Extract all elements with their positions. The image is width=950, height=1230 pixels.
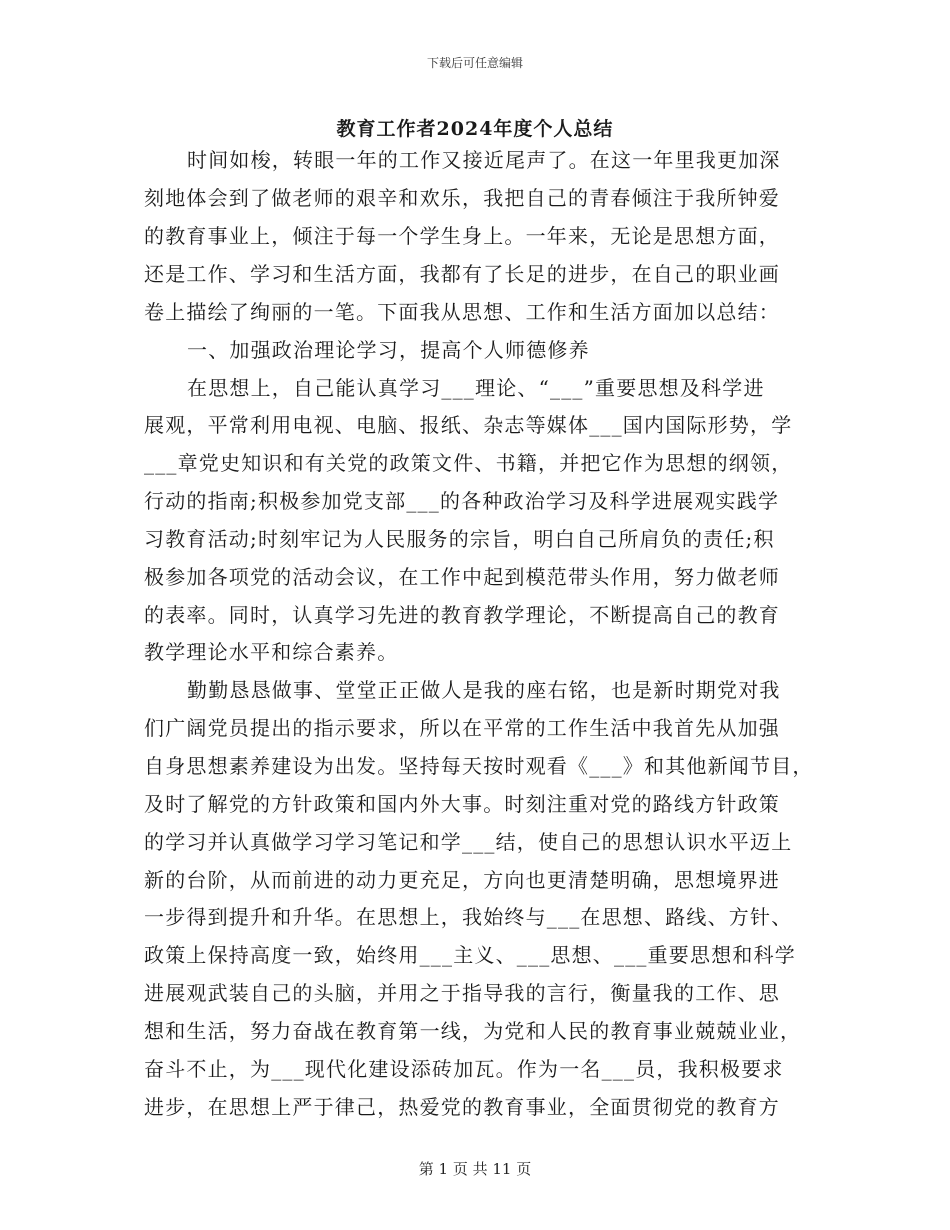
body-line: 在思想上，自己能认真学习___理论、“___”重要思想及科学进 [187, 376, 765, 400]
body-line: 的学习并认真做学习学习笔记和学___结，使自己的思想认识水平迈上 [144, 830, 793, 854]
body-line: 进步，在思想上严于律己，热爱党的教育事业，全面贯彻党的教育方 [144, 1095, 780, 1119]
body-line: 展观，平常利用电视、电脑、报纸、杂志等媒体___国内国际形势，学 [144, 413, 793, 437]
body-line: ___章党史知识和有关党的政策文件、书籍，并把它作为思想的纲领， [144, 451, 793, 475]
body-line: 们广阔党员提出的指示要求，所以在平常的工作生活中我首先从加强 [144, 716, 780, 740]
body-line: 奋斗不止，为___现代化建设添砖加瓦。作为一名___员，我积极要求 [144, 1057, 784, 1081]
body-line: 行动的指南;积极参加党支部___的各种政治学习及科学进展观实践学 [144, 489, 780, 513]
section-heading: 一、加强政治理论学习，提高个人师德修养 [187, 338, 590, 362]
body-line: 时间如梭，转眼一年的工作又接近尾声了。在这一年里我更加深 [187, 148, 781, 172]
body-line: 新的台阶，从而前进的动力更充足，方向也更清楚明确，思想境界进 [144, 868, 780, 892]
header-note: 下载后可任意编辑 [426, 56, 523, 70]
body-line: 自身思想素养建设为出发。坚持每天按时观看《___》和其他新闻节目， [144, 754, 814, 778]
body-line: 刻地体会到了做老师的艰辛和欢乐，我把自己的青春倾注于我所钟爱 [144, 186, 780, 210]
body-line: 勤勤恳恳做事、堂堂正正做人是我的座右铭，也是新时期党对我 [187, 678, 781, 702]
body-line: 进展观武装自己的头脑，并用之于指导我的言行，衡量我的工作、思 [144, 981, 780, 1005]
body-line: 卷上描绘了绚丽的一笔。下面我从思想、工作和生活方面加以总结： [144, 300, 780, 324]
document-title: 教育工作者2024年度个人总结 [336, 118, 614, 140]
body-line: 教学理论水平和综合素养。 [144, 640, 399, 664]
body-line: 习教育活动;时刻牢记为人民服务的宗旨，明白自己所肩负的责任;积 [144, 527, 775, 551]
body-line: 一步得到提升和升华。在思想上，我始终与___在思想、路线、方针、 [144, 905, 793, 929]
body-line: 想和生活，努力奋战在教育第一线，为党和人民的教育事业兢兢业业， [144, 1019, 802, 1043]
body-line: 的表率。同时，认真学习先进的教育教学理论，不断提高自己的教育 [144, 603, 780, 627]
body-line: 的教育事业上，倾注于每一个学生身上。一年来，无论是思想方面， [144, 224, 780, 248]
page-number: 第 1 页 共 11 页 [418, 1160, 532, 1178]
body-line: 还是工作、学习和生活方面，我都有了长足的进步，在自己的职业画 [144, 262, 780, 286]
body-line: 极参加各项党的活动会议，在工作中起到模范带头作用，努力做老师 [144, 565, 780, 589]
body-line: 及时了解党的方针政策和国内外大事。时刻注重对党的路线方针政策 [144, 792, 780, 816]
body-line: 政策上保持高度一致，始终用___主义、___思想、___重要思想和科学 [144, 943, 796, 967]
